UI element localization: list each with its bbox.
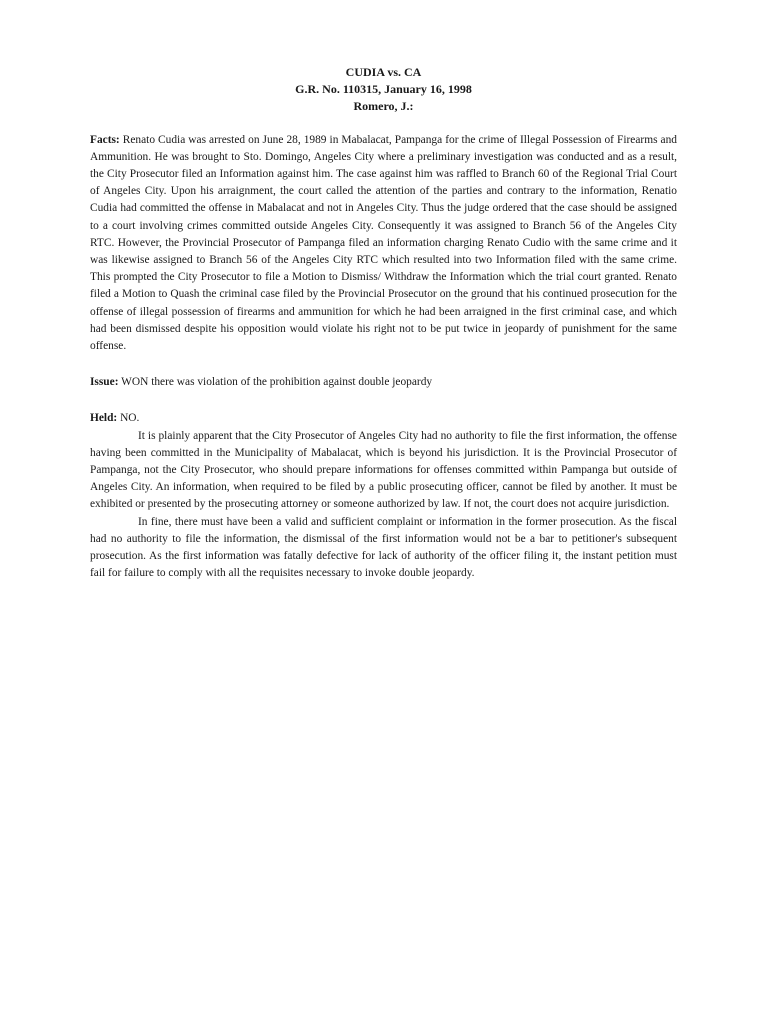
case-ponente: Romero, J.: (353, 99, 414, 114)
facts-text: Renato Cudia was arrested on June 28, 1989 in Mabalacat, Pampanga for the crime of Illegal Possession of Firearms and Ammunition. He was brought to Sto. Domingo, Angeles City where a preliminary investigation was conducted and as a result, the City Prosecutor filed an Information against him. The case against him was raffled to Branch 60 of the Regional Trial Court of Angeles City. Upon his arraignment, the court called the attention of the parties and contrary to the information, Renatio Cudia had committed the offense in Mabalacat and not in Angeles City. Thus the judge ordered that the case should be assigned to a court involving crimes committed outside Angeles City. Consequently it was assigned to Branch 56 of the Angeles City RTC. However, the Provincial Prosecutor of Pampanga filed an information charging Renato Cudio with the same crime and it was likewise assigned to Branch 56 of the Angeles City RTC which resulted into two Information filed with the same crime. This prompted the City Prosecutor to file a Motion to Dismiss/ Withdraw the Information which the trial court granted. Renato filed a Motion to Quash the criminal case filed by the Provincial Prosecutor on the ground that his continued prosecution for the offense of illegal possession of firearms and ammunition for which he had been arraigned in the first criminal case, and which had been dismissed despite his opposition would violate his right not to be put twice in jeopardy of punishment for the same offense. (90, 133, 677, 353)
issue-label: Issue: (90, 376, 119, 389)
held-label: Held: (90, 412, 118, 425)
case-title: CUDIA vs. CA (345, 65, 422, 79)
facts-section (90, 132, 677, 356)
held-paragraph-1: It is plainly apparent that the City Prosecutor of Angeles City had no authority to file the first information, the offense having been committed in the Municipality of Mabalacat, which is beyond his jurisdiction. It is the Provincial Prosecutor of Pampanga, not the City Prosecutor, who should prepare informations for offenses committed within Pampanga but outside of Angeles City. An information, when required to be filed by a public prosecuting officer, cannot be filed by another. It must be exhibited or presented by the prosecuting attorney or someone authorized by law. If not, the court does not acquire jurisdiction. (90, 429, 677, 511)
held-paragraph-2: In fine, there must have been a valid and sufficient complaint or information in the former prosecution. As the fiscal had no authority to file the information, the dismissal of the first information would not be a bar to petitioner's subsequent prosecution. As the first information was fatally defective for lack of authority of the officer filing it, the instant petition must fail for failure to comply with all the requisites necessary to invoke double jeopardy. (90, 515, 677, 580)
held-answer: NO. (120, 412, 140, 425)
document-page (90, 64, 677, 582)
case-header (90, 64, 677, 116)
facts-label: Facts: (90, 133, 120, 146)
held-section (90, 410, 677, 427)
case-citation: G.R. No. 110315, January 16, 1998 (295, 82, 472, 97)
issue-section (90, 374, 677, 391)
issue-text: WON there was violation of the prohibition against double jeopardy (121, 376, 433, 389)
